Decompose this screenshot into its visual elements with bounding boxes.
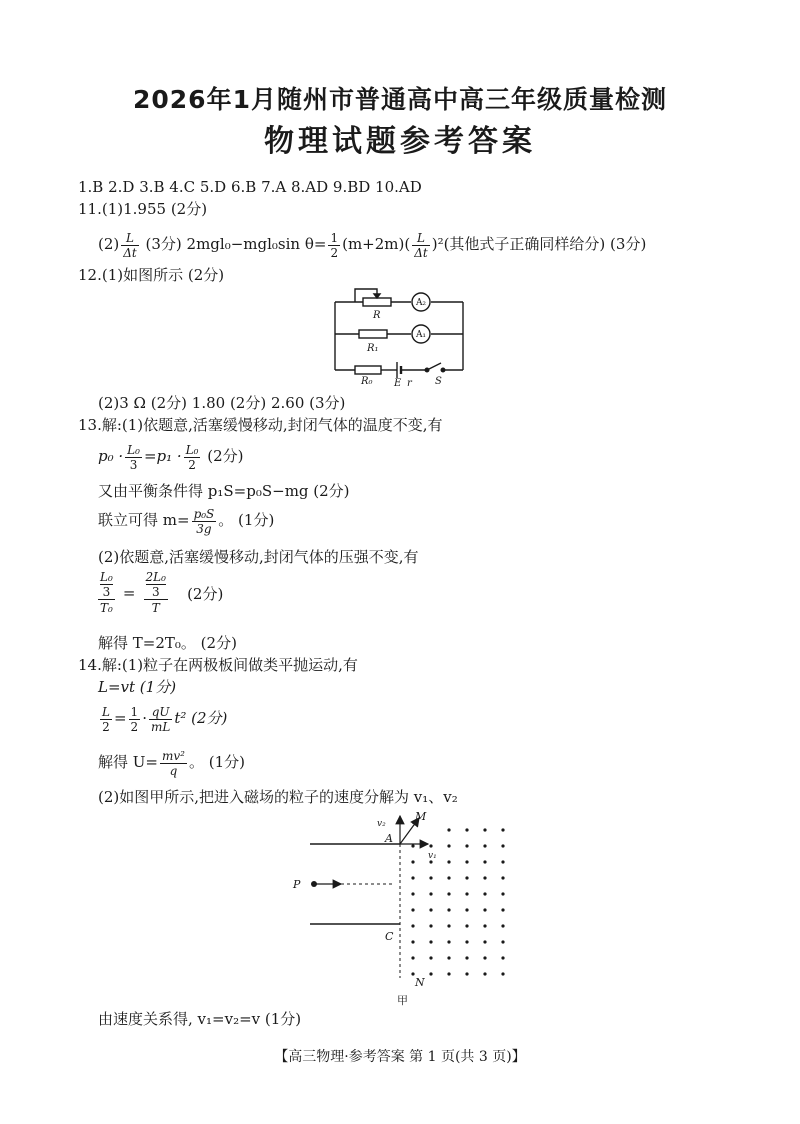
- q14-equation-3: [98, 746, 245, 778]
- fraction-denominator: 3: [129, 457, 138, 472]
- label-v2: v₂: [377, 819, 386, 829]
- fraction-denominator: 3: [151, 585, 160, 599]
- figure-caption: 甲: [397, 994, 408, 1006]
- answer-key-title: 物理试题参考答案: [264, 124, 536, 159]
- label-e: E: [394, 378, 402, 386]
- label-r0: R₀: [361, 376, 373, 386]
- label-c: C: [385, 930, 394, 943]
- field-dot: [429, 844, 432, 847]
- magnetic-field-dots: [411, 828, 504, 975]
- fraction-numerator: L₀: [100, 570, 113, 584]
- field-dot: [447, 908, 450, 911]
- q14-part2-heading: (2)如图甲所示,把进入磁场的粒子的速度分解为 v₁、v₂: [98, 788, 458, 806]
- q13-eq1-lhs: p₀ ·: [98, 447, 124, 465]
- q13-eq1-points: (2分): [202, 447, 244, 465]
- field-dot: [447, 956, 450, 959]
- q13-eq3-lhs: 联立可得 m=: [98, 511, 190, 529]
- q11-part1: 11.(1)1.955 (2分): [78, 200, 208, 218]
- field-dot: [447, 844, 450, 847]
- q13-part2-heading: (2)依题意,活塞缓慢移动,封闭气体的压强不变,有: [98, 548, 419, 566]
- label-s: S: [435, 376, 442, 386]
- q11-fraction-l-dt-2: [412, 231, 430, 260]
- magnetic-field-figure: [285, 806, 520, 1006]
- equals-sign: =: [113, 709, 127, 727]
- q13-compound-fraction: [98, 570, 223, 616]
- fraction-denominator: 2: [330, 245, 339, 260]
- field-dot: [429, 908, 432, 911]
- q13-fraction-p0s-3g: [192, 507, 217, 536]
- q14-eq3-points: 。 (1分): [188, 753, 245, 771]
- field-dot: [483, 892, 486, 895]
- field-dot: [483, 972, 486, 975]
- fraction-denominator: mL: [150, 719, 171, 734]
- field-dot: [429, 940, 432, 943]
- field-dot: [501, 940, 504, 943]
- field-dot: [447, 892, 450, 895]
- q11-fraction-half: [328, 231, 340, 260]
- q12-part1: 12.(1)如图所示 (2分): [78, 266, 225, 284]
- field-dot: [447, 924, 450, 927]
- field-dot: [465, 828, 468, 831]
- q14-fraction-l-2: [100, 705, 112, 734]
- field-dot: [447, 860, 450, 863]
- fraction-denominator: q: [169, 763, 178, 778]
- q14-eq2-tail: t² (2分): [174, 709, 228, 727]
- q13-equation-1: [98, 440, 243, 472]
- label-r1: R₁: [367, 343, 379, 354]
- fraction-numerator: qU: [149, 705, 172, 720]
- q13-part2-result: 解得 T=2T₀。 (2分): [98, 634, 237, 652]
- field-dot: [483, 860, 486, 863]
- field-dot: [501, 924, 504, 927]
- field-dot: [465, 844, 468, 847]
- q14-fraction-qu-ml: [149, 705, 172, 734]
- label-r: R: [373, 310, 381, 321]
- label-a: A: [385, 832, 393, 845]
- label-a1: A₁: [415, 330, 427, 340]
- q13-part1-heading: 13.解:(1)依题意,活塞缓慢移动,封闭气体的温度不变,有: [78, 416, 443, 434]
- field-dot: [501, 844, 504, 847]
- label-n: N: [415, 976, 425, 989]
- q13-fraction-l0-3: [125, 443, 142, 472]
- fraction-denominator: Δt: [123, 245, 137, 260]
- fraction-numerator: 2L₀: [145, 570, 166, 584]
- field-dot: [465, 876, 468, 879]
- field-dot: [501, 956, 504, 959]
- label-v1: v₁: [428, 851, 437, 861]
- field-dot: [501, 860, 504, 863]
- q11-part2-mass: (m+2m)(: [342, 235, 411, 253]
- fraction-denominator: 3: [102, 585, 111, 599]
- field-dot: [429, 876, 432, 879]
- q13-fraction-l0-2: [184, 443, 201, 472]
- q11-part2: [98, 228, 646, 260]
- field-dot: [483, 924, 486, 927]
- fraction-denominator: 2: [102, 719, 110, 734]
- field-dot: [483, 828, 486, 831]
- label-r-internal: r: [407, 378, 412, 386]
- switch-icon: [427, 363, 441, 370]
- exam-title: 2026年1月随州市普通高中高三年级质量检测: [133, 85, 667, 114]
- field-dot: [465, 972, 468, 975]
- q11-fraction-l-dt: [121, 231, 139, 260]
- q13-equation-2: 又由平衡条件得 p₁S=p₀S−mg (2分): [98, 482, 350, 500]
- q11-part2-tail: )²(其他式子正确同样给分) (3分): [431, 235, 647, 253]
- q14-fraction-half: [129, 705, 141, 734]
- fraction-denominator: Δt: [414, 245, 428, 260]
- fraction-numerator: L: [412, 231, 430, 246]
- q11-part2-label: (2): [98, 235, 120, 253]
- q14-part2-result: 由速度关系得, v₁=v₂=v (1分): [98, 1010, 302, 1028]
- field-dot: [429, 972, 432, 975]
- resistor-r1: [359, 330, 387, 338]
- field-dot: [411, 844, 414, 847]
- compound-left: [98, 570, 115, 616]
- field-dot: [465, 924, 468, 927]
- field-dot: [411, 924, 414, 927]
- page-footer: 【高三物理·参考答案 第 1 页(共 3 页)】: [274, 1049, 526, 1065]
- field-dot: [429, 924, 432, 927]
- field-dot: [483, 876, 486, 879]
- q14-part1-heading: 14.解:(1)粒子在两极板间做类平抛运动,有: [78, 656, 358, 674]
- q11-part2-equation: (3分) 2mgl₀−mgl₀sin θ=: [140, 235, 327, 253]
- fraction-numerator: p₀S: [193, 506, 215, 521]
- label-m: M: [415, 810, 427, 823]
- field-dot: [465, 892, 468, 895]
- label-p: P: [293, 878, 301, 891]
- rheostat-r: [363, 298, 391, 306]
- field-dot: [483, 956, 486, 959]
- compound-left-top: [98, 570, 115, 600]
- fraction-numerator: L: [102, 704, 110, 719]
- q12-part2: (2)3 Ω (2分) 1.80 (2分) 2.60 (3分): [98, 394, 346, 412]
- fraction-numerator: L₀: [185, 442, 199, 457]
- equals-sign: =: [122, 584, 136, 602]
- field-dot: [465, 908, 468, 911]
- compound-right-bottom: T: [151, 601, 160, 615]
- dot-operator: ·: [142, 709, 147, 727]
- compound-left-bottom: T₀: [99, 601, 113, 615]
- field-dot: [465, 940, 468, 943]
- fraction-numerator: L₀: [127, 442, 140, 457]
- field-dot: [411, 940, 414, 943]
- field-dot: [465, 860, 468, 863]
- q14-equation-1: L=vt (1分): [98, 678, 177, 696]
- fraction-denominator: 2: [130, 719, 139, 734]
- fraction-numerator: 1: [330, 230, 339, 245]
- field-dot: [429, 892, 432, 895]
- field-dot: [447, 972, 450, 975]
- fraction-denominator: 2: [188, 457, 196, 472]
- q13-eq3-points: 。 (1分): [218, 511, 275, 529]
- field-dot: [447, 828, 450, 831]
- field-dot: [429, 956, 432, 959]
- field-dot: [411, 956, 414, 959]
- field-dot: [447, 940, 450, 943]
- field-dot: [411, 876, 414, 879]
- field-dot: [483, 940, 486, 943]
- compound-right: [144, 570, 168, 616]
- field-dot: [501, 828, 504, 831]
- field-dot: [411, 892, 414, 895]
- field-dot: [501, 876, 504, 879]
- fraction-denominator: 3g: [196, 521, 212, 536]
- resistor-r0: [355, 366, 381, 374]
- circuit-diagram: [325, 284, 475, 386]
- field-dot: [483, 844, 486, 847]
- q13-equation-3: [98, 504, 274, 536]
- q14-fraction-mv2-q: [160, 749, 187, 778]
- field-dot: [447, 876, 450, 879]
- choice-answers: 1.B 2.D 3.B 4.C 5.D 6.B 7.A 8.AD 9.BD 10.AD: [78, 178, 422, 196]
- compound-right-top: [144, 570, 168, 600]
- q13-eq1-mid: =p₁ ·: [143, 447, 182, 465]
- q14-eq3-lhs: 解得 U=: [98, 753, 158, 771]
- fraction-numerator: L: [121, 231, 139, 246]
- field-dot: [411, 860, 414, 863]
- fraction-numerator: 1: [130, 704, 139, 719]
- fraction-numerator: mv²: [161, 748, 185, 763]
- q13-part2-points: (2分): [187, 584, 224, 603]
- field-dot: [483, 908, 486, 911]
- field-dot: [465, 956, 468, 959]
- field-dot: [501, 892, 504, 895]
- q14-equation-2: [98, 702, 227, 734]
- label-a2: A₂: [415, 298, 427, 308]
- field-dot: [501, 972, 504, 975]
- field-dot: [411, 908, 414, 911]
- field-dot: [501, 908, 504, 911]
